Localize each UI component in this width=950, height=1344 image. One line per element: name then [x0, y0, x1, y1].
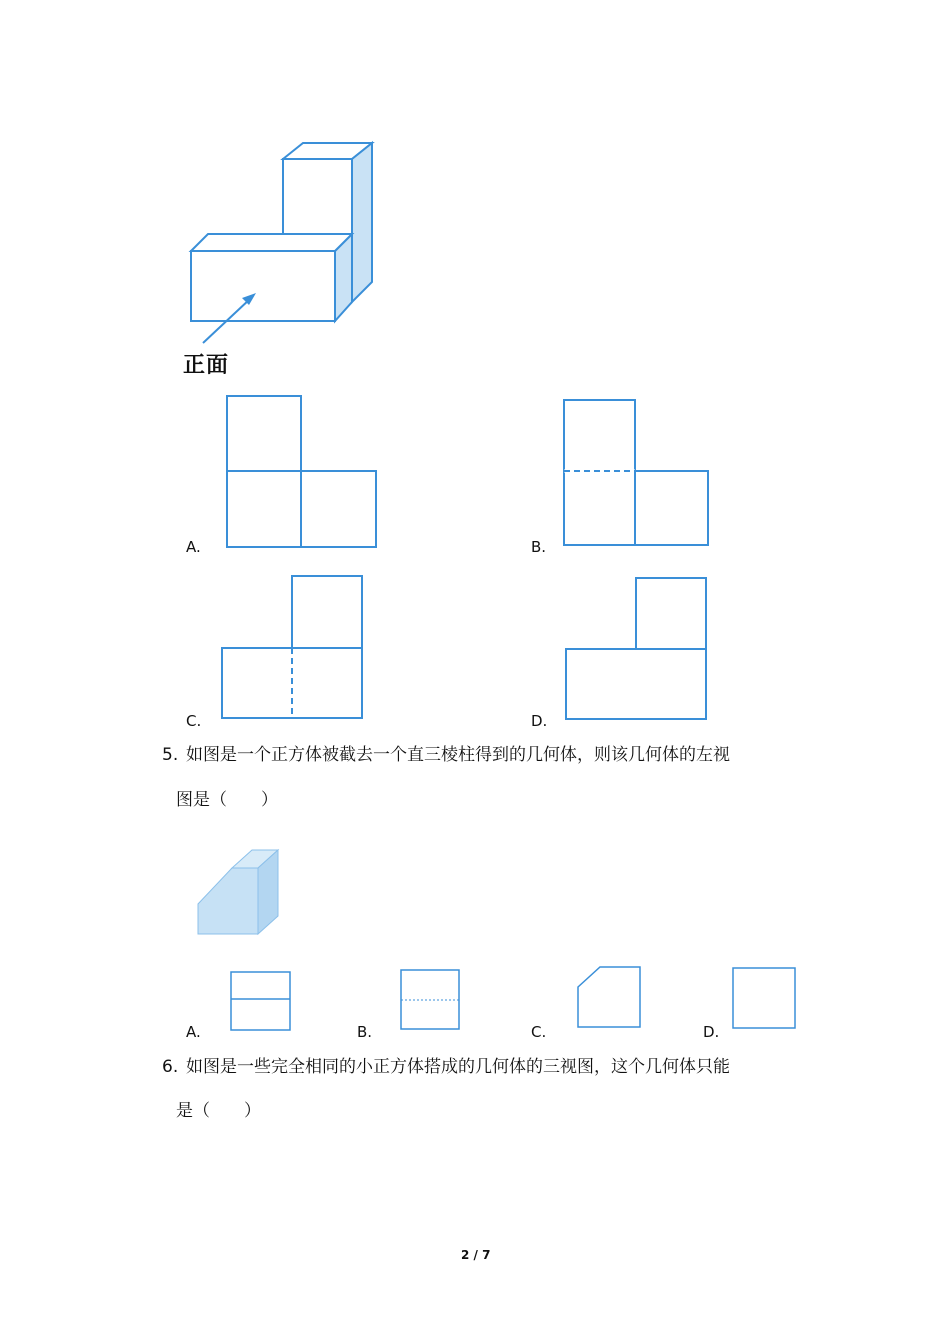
q6-text-line2: 是（ ） [176, 1101, 261, 1121]
page-number: 2 / 7 [461, 1248, 491, 1262]
q4-option-b-figure[interactable] [562, 398, 710, 552]
q5-option-d-label[interactable]: D. [703, 1023, 720, 1041]
q5-text-line2: 图是（ ） [176, 790, 278, 810]
q4-option-c-figure[interactable] [220, 574, 366, 726]
q5-option-a-figure[interactable] [230, 971, 292, 1036]
q4-option-d-figure[interactable] [564, 576, 710, 726]
q5-option-d-figure[interactable] [732, 967, 797, 1034]
q5-number: 5. [162, 745, 179, 765]
q4-option-b-label[interactable]: B. [531, 538, 547, 556]
q5-option-b-label[interactable]: B. [357, 1023, 373, 1041]
q5-option-c-label[interactable]: C. [531, 1023, 547, 1041]
q5-solid-figure [194, 846, 284, 946]
q5-option-b-figure[interactable] [400, 969, 461, 1035]
q4-option-c-label[interactable]: C. [186, 712, 202, 730]
q6-text-line1: 如图是一些完全相同的小正方体搭成的几何体的三视图，这个几何体只能 [186, 1057, 730, 1077]
q5-text-line1: 如图是一个正方体被截去一个直三棱柱得到的几何体，则该几何体的左视 [186, 745, 730, 765]
q4-option-d-label[interactable]: D. [531, 712, 548, 730]
q5-option-c-figure[interactable] [576, 965, 642, 1033]
front-view-label: 正面 [183, 352, 230, 378]
q6-number: 6. [162, 1057, 179, 1077]
q5-option-a-label[interactable]: A. [186, 1023, 201, 1041]
q4-option-a-label[interactable]: A. [186, 538, 201, 556]
q4-option-a-figure[interactable] [226, 395, 378, 553]
